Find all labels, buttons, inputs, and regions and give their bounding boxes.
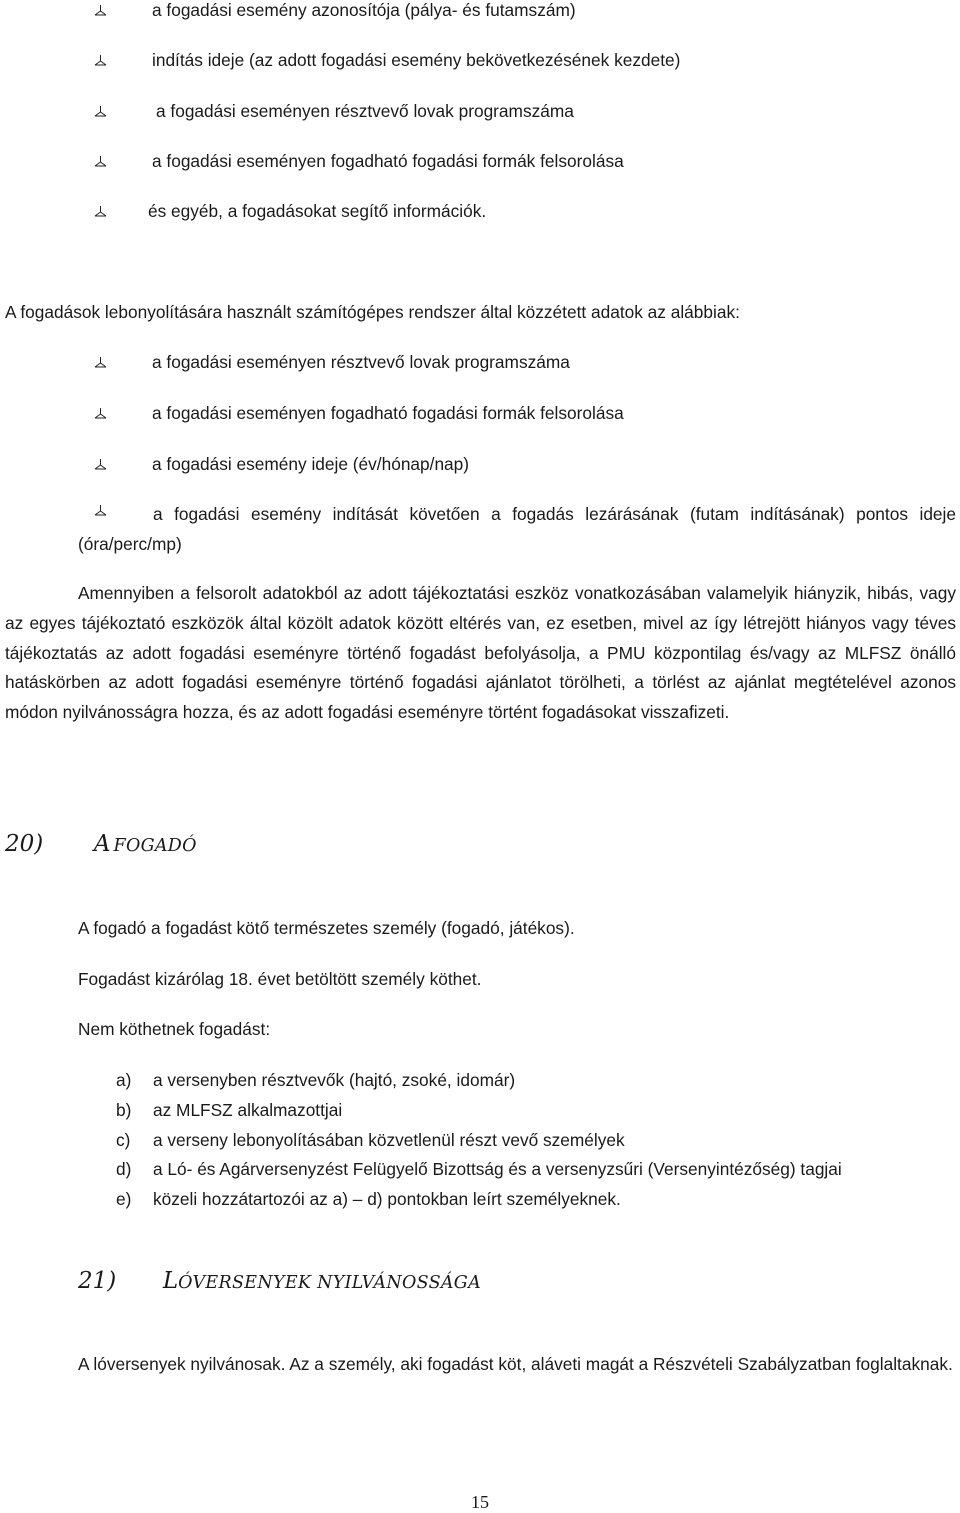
bullet-icon	[94, 155, 107, 167]
bullet-long-text: a fogadási esemény indítását követően a fogadás lezárásának (futam indításának) pontos ideje (óra/perc/mp)	[78, 504, 956, 554]
bullet-icon	[94, 407, 107, 419]
list-letter: d)	[116, 1159, 132, 1180]
list-item-text: a verseny lebonyolításában közvetlenül részt vevő személyek	[153, 1129, 625, 1150]
bullet-item: a fogadási esemény ideje (év/hónap/nap)	[152, 454, 470, 474]
section-21-title-rest: ÓVERSENYEK NYILVÁNOSSÁGA	[178, 1273, 482, 1293]
list-item-text: a versenyben résztvevők (hajtó, zsoké, idomár)	[153, 1070, 516, 1090]
section-20-heading	[5, 831, 197, 857]
section-21-heading	[78, 1268, 481, 1294]
intro-published: A fogadások lebonyolítására használt számítógépes rendszer által közzétett adatok az alábbiak:	[5, 302, 740, 322]
bullet-icon	[94, 205, 107, 217]
section-20-title-rest: FOGADÓ	[113, 836, 197, 856]
page-number: 15	[471, 1492, 489, 1512]
section-20-p2: Fogadást kizárólag 18. évet betöltött személy köthet.	[78, 969, 482, 989]
bullet-long-item	[78, 500, 956, 560]
bullet-item: a fogadási eseményen résztvevő lovak programszáma	[152, 352, 570, 372]
list-letter: c)	[116, 1129, 131, 1150]
section-20-p3: Nem köthetnek fogadást:	[78, 1019, 271, 1039]
bullet-icon	[94, 4, 107, 16]
section-21-p1-text: A lóversenyek nyilvánosak. Az a személy, aki fogadást köt, aláveti magát a Részvételi Szabályzatban foglaltaknak.	[78, 1354, 953, 1374]
bullet-icon	[94, 54, 107, 66]
bullet-item: a fogadási eseményen fogadható fogadási formák felsorolása	[152, 150, 624, 171]
list-letter: a)	[116, 1070, 132, 1090]
list-letter: e)	[116, 1189, 132, 1210]
bullet-icon	[94, 105, 107, 117]
bullet-icon	[94, 458, 107, 470]
bullet-item: a fogadási esemény azonosítója (pálya- és futamszám)	[152, 0, 576, 20]
section-20-title-first: A	[93, 831, 111, 857]
list-item-text: közeli hozzátartozói az a) – d) pontokban leírt személyeknek.	[153, 1189, 621, 1210]
bullet-icon	[94, 356, 107, 368]
bullet-item: indítás ideje (az adott fogadási esemény bekövetkezésének kezdete)	[152, 50, 681, 71]
bullet-item: a fogadási eseményen résztvevő lovak programszáma	[156, 100, 574, 121]
list-item-text: az MLFSZ alkalmazottjai	[153, 1099, 343, 1120]
section-20-number: 20)	[5, 831, 44, 857]
list-letter: b)	[116, 1099, 132, 1120]
section-21-number: 21)	[78, 1268, 117, 1294]
section-21-p1	[5, 1350, 956, 1380]
paragraph-amennyiben	[5, 579, 956, 728]
list-item-text: a Ló- és Agárversenyzést Felügyelő Bizottság és a versenyzsűri (Versenyintézőség) tagjai	[153, 1159, 842, 1180]
section-21-title-first: L	[162, 1268, 179, 1294]
section-20-p1: A fogadó a fogadást kötő természetes személy (fogadó, játékos).	[78, 918, 575, 938]
bullet-item: és egyéb, a fogadásokat segítő információk.	[148, 201, 487, 222]
bullet-item: a fogadási eseményen fogadható fogadási formák felsorolása	[152, 403, 624, 423]
paragraph-amennyiben-text: Amennyiben a felsorolt adatokból az adott tájékoztatási eszköz vonatkozásában valamelyik hiányzik, hibás, vagy az egyes tájékoztató eszközök által közölt adatok között eltérés van, ez esetben, mivel az így létrejött hiányos vagy téves tájékoztatás az adott fogadási eseményre történő fogadást befolyásolja, a PMU központilag és/vagy az MLFSZ önálló hatáskörben az adott fogadási eseményre történő fogadási ajánlatot törölheti, a törlést az ajánlat megtételével azonos módon nyilvánosságra hozza, és az adott fogadási eseményre történt fogadásokat visszafizeti.	[5, 583, 956, 723]
